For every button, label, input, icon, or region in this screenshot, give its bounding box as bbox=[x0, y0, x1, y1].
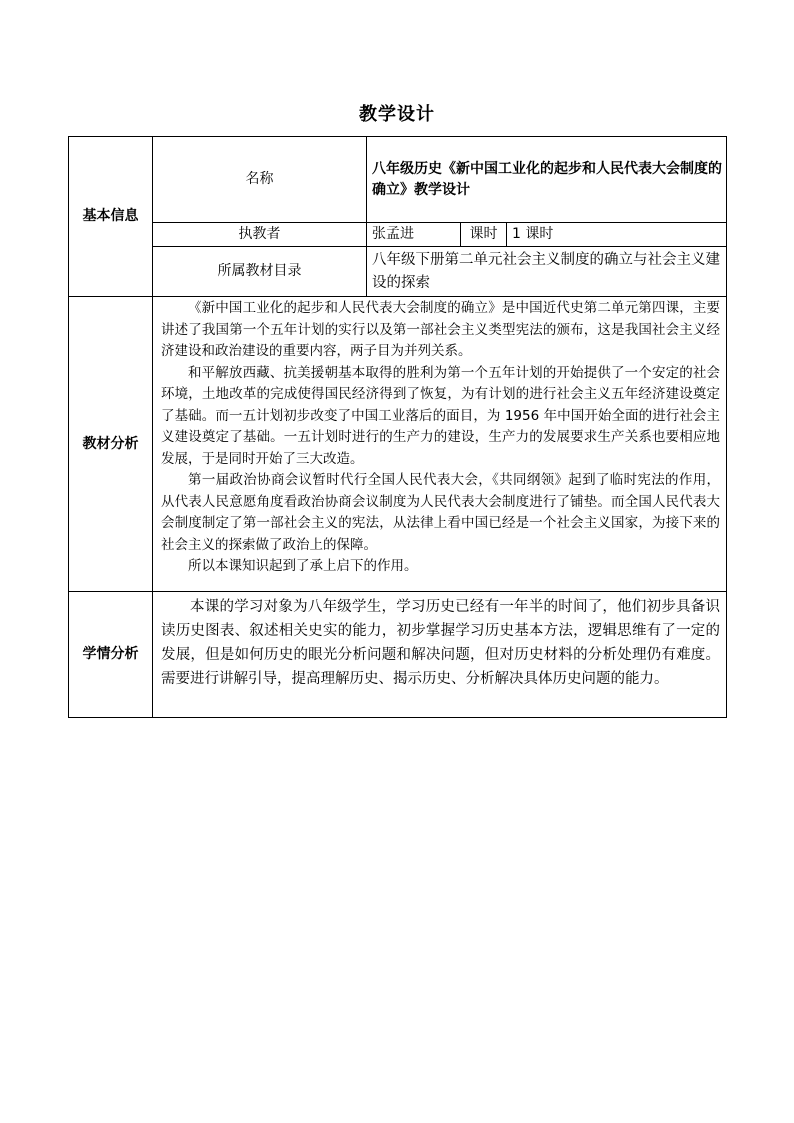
hours-value: 1 课时 bbox=[507, 223, 727, 247]
catalog-label: 所属教材目录 bbox=[153, 247, 367, 297]
document-title: 教学设计 bbox=[359, 104, 435, 125]
material-paragraph: 所以本课知识起到了承上启下的作用。 bbox=[188, 558, 418, 574]
row-student-analysis bbox=[69, 592, 727, 718]
teacher-value: 张孟进 bbox=[367, 223, 461, 247]
material-paragraph: 第一届政治协商会议暂时代行全国人民代表大会，《共同纲领》起到了临时宪法的作用，从代表人民意愿角度看政治协商会议制度为人民代表大会制度进行了铺垫。而全国人民代表大会制度制定了第一部社会主义的宪法，从法律上看中国已经是一个社会主义国家，为接下来的社会主义的探索做了政治上的保障。 bbox=[161, 472, 721, 553]
basic-info-header: 基本信息 bbox=[69, 137, 153, 297]
teacher-label: 执教者 bbox=[153, 223, 367, 247]
name-value: 八年级历史《新中国工业化的起步和人民代表大会制度的确立》教学设计 bbox=[367, 137, 727, 223]
student-analysis-header: 学情分析 bbox=[69, 592, 153, 718]
name-label: 名称 bbox=[153, 137, 367, 223]
material-paragraph: 和平解放西藏、抗美援朝基本取得的胜利为第一个五年计划的开始提供了一个安定的社会环境，土地改革的完成使得国民经济得到了恢复，为有计划的进行社会主义五年经济建设奠定了基础。而一五计划初步改变了中国工业落后的面目，为 1956 年中国开始全面的进行社会主义建设奠定了基础。一五计划时进行的生产力的建设，生产力的发展要求生产关系也要相应地发展，于是同时开始了三大改造。 bbox=[161, 364, 721, 467]
material-paragraph: 《新中国工业化的起步和人民代表大会制度的确立》是中国近代史第二单元第四课，主要讲述了我国第一个五年计划的实行以及第一部社会主义类型宪法的颁布，这是我国社会主义经济建设和政治建设的重要内容，两子目为并列关系。 bbox=[161, 300, 721, 359]
row-catalog bbox=[69, 247, 727, 297]
catalog-value: 八年级下册第二单元社会主义制度的确立与社会主义建设的探索 bbox=[367, 247, 727, 297]
row-teacher bbox=[69, 223, 727, 247]
hours-label: 课时 bbox=[461, 223, 507, 247]
material-analysis-body bbox=[153, 297, 727, 592]
material-analysis-header: 教材分析 bbox=[69, 297, 153, 592]
row-material-analysis bbox=[69, 297, 727, 592]
row-name bbox=[69, 137, 727, 223]
student-paragraph: 本课的学习对象为八年级学生，学习历史已经有一年半的时间了，他们初步具备识读历史图表、叙述相关史实的能力，初步掌握学习历史基本方法，逻辑思维有了一定的发展，但是如何历史的眼光分析问题和解决问题，但对历史材料的分析处理仍有难度。需要进行讲解引导，提高理解历史、揭示历史、分析解决具体历史问题的能力。 bbox=[161, 599, 721, 687]
student-analysis-body bbox=[153, 592, 727, 718]
teaching-design-table bbox=[68, 136, 727, 718]
